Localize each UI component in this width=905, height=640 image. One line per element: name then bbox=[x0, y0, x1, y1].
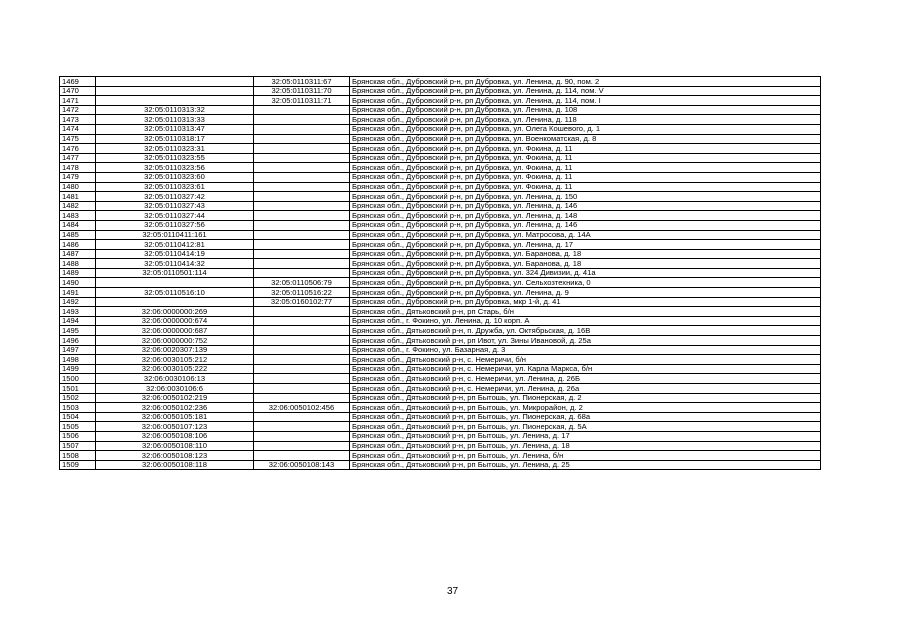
row-number-cell: 1488 bbox=[60, 259, 96, 269]
address-cell: Брянская обл., Дятьковский р-н, с. Немеричи, ул. Карла Маркса, б/н bbox=[350, 364, 821, 374]
table-row bbox=[60, 86, 821, 96]
row-number-cell: 1495 bbox=[60, 326, 96, 336]
table-row bbox=[60, 316, 821, 326]
building-cadastral-number-cell bbox=[254, 163, 350, 173]
building-cadastral-number-cell bbox=[254, 451, 350, 461]
row-number-cell: 1499 bbox=[60, 364, 96, 374]
building-cadastral-number-cell bbox=[254, 124, 350, 134]
table-row bbox=[60, 451, 821, 461]
cadastral-number-cell: 32:06:0000000:687 bbox=[96, 326, 254, 336]
row-number-cell: 1487 bbox=[60, 249, 96, 259]
row-number-cell: 1498 bbox=[60, 355, 96, 365]
cadastral-number-cell: 32:05:0110327:56 bbox=[96, 220, 254, 230]
table-row bbox=[60, 115, 821, 125]
address-cell: Брянская обл., Дятьковский р-н, с. Немеричи, ул. Ленина, д. 26а bbox=[350, 384, 821, 394]
row-number-cell: 1491 bbox=[60, 288, 96, 298]
table-row bbox=[60, 259, 821, 269]
table-row bbox=[60, 307, 821, 317]
address-cell: Брянская обл., Дятьковский р-н, рп Бытошь, ул. Ленина, д. 18 bbox=[350, 441, 821, 451]
cadastral-number-cell: 32:05:0110323:55 bbox=[96, 153, 254, 163]
row-number-cell: 1473 bbox=[60, 115, 96, 125]
table-row bbox=[60, 172, 821, 182]
building-cadastral-number-cell: 32:05:0110516:22 bbox=[254, 288, 350, 298]
address-cell: Брянская обл., Дятьковский р-н, рп Бытошь, ул. Ленина, б/н bbox=[350, 451, 821, 461]
address-cell: Брянская обл., Дятьковский р-н, рп Бытошь, ул. Ленина, д. 25 bbox=[350, 460, 821, 470]
building-cadastral-number-cell bbox=[254, 240, 350, 250]
building-cadastral-number-cell bbox=[254, 134, 350, 144]
building-cadastral-number-cell: 32:05:0110311:71 bbox=[254, 96, 350, 106]
address-cell: Брянская обл., Дятьковский р-н, с. Немеричи, ул. Ленина, д. 26Б bbox=[350, 374, 821, 384]
building-cadastral-number-cell bbox=[254, 268, 350, 278]
building-cadastral-number-cell bbox=[254, 422, 350, 432]
row-number-cell: 1474 bbox=[60, 124, 96, 134]
address-cell: Брянская обл., Дятьковский р-н, рп Ивот, ул. Зины Ивановой, д. 25а bbox=[350, 336, 821, 346]
row-number-cell: 1490 bbox=[60, 278, 96, 288]
building-cadastral-number-cell bbox=[254, 192, 350, 202]
address-cell: Брянская обл., Дубровский р-н, рп Дубровка, ул. Фокина, д. 11 bbox=[350, 163, 821, 173]
cadastral-number-cell: 32:05:0110327:43 bbox=[96, 201, 254, 211]
building-cadastral-number-cell bbox=[254, 374, 350, 384]
cadastral-number-cell: 32:06:0030106:13 bbox=[96, 374, 254, 384]
building-cadastral-number-cell bbox=[254, 307, 350, 317]
table-row bbox=[60, 249, 821, 259]
cadastral-number-cell: 32:06:0000000:752 bbox=[96, 336, 254, 346]
table-row bbox=[60, 163, 821, 173]
address-cell: Брянская обл., Дубровский р-н, рп Дубровка, ул. Матросова, д. 14А bbox=[350, 230, 821, 240]
table-row bbox=[60, 326, 821, 336]
table-row bbox=[60, 384, 821, 394]
address-cell: Брянская обл., Дубровский р-н, рп Дубровка, ул. Ленина, д. 150 bbox=[350, 192, 821, 202]
row-number-cell: 1470 bbox=[60, 86, 96, 96]
row-number-cell: 1486 bbox=[60, 240, 96, 250]
cadastral-number-cell: 32:05:0110323:60 bbox=[96, 172, 254, 182]
address-cell: Брянская обл., Дубровский р-н, рп Дубровка, ул. Ленина, д. 114, пом. I bbox=[350, 96, 821, 106]
building-cadastral-number-cell bbox=[254, 336, 350, 346]
table-row bbox=[60, 278, 821, 288]
cadastral-number-cell bbox=[96, 96, 254, 106]
building-cadastral-number-cell bbox=[254, 364, 350, 374]
building-cadastral-number-cell bbox=[254, 144, 350, 154]
address-cell: Брянская обл., Дубровский р-н, рп Дубровка, ул. Ленина, д. 146 bbox=[350, 220, 821, 230]
cadastral-number-cell: 32:06:0050108:123 bbox=[96, 451, 254, 461]
table-row bbox=[60, 441, 821, 451]
address-cell: Брянская обл., Дятьковский р-н, рп Бытошь, ул. Пионерская, д. 68а bbox=[350, 412, 821, 422]
table-row bbox=[60, 422, 821, 432]
cadastral-number-cell: 32:05:0110412:81 bbox=[96, 240, 254, 250]
address-cell: Брянская обл., Дубровский р-н, рп Дубровка, ул. Ленина, д. 17 bbox=[350, 240, 821, 250]
building-cadastral-number-cell bbox=[254, 412, 350, 422]
table-row bbox=[60, 211, 821, 221]
table-row bbox=[60, 355, 821, 365]
building-cadastral-number-cell bbox=[254, 326, 350, 336]
row-number-cell: 1501 bbox=[60, 384, 96, 394]
table-row bbox=[60, 134, 821, 144]
address-cell: Брянская обл., Дубровский р-н, рп Дубровка, ул. Ленина, д. 148 bbox=[350, 211, 821, 221]
table-row bbox=[60, 393, 821, 403]
building-cadastral-number-cell bbox=[254, 249, 350, 259]
building-cadastral-number-cell bbox=[254, 355, 350, 365]
property-table bbox=[59, 76, 821, 470]
table-row bbox=[60, 336, 821, 346]
cadastral-number-cell: 32:05:0110327:44 bbox=[96, 211, 254, 221]
address-cell: Брянская обл., Дубровский р-н, рп Дубровка, ул. Олега Кошевого, д. 1 bbox=[350, 124, 821, 134]
cadastral-number-cell bbox=[96, 77, 254, 87]
row-number-cell: 1492 bbox=[60, 297, 96, 307]
cadastral-number-cell: 32:05:0110414:32 bbox=[96, 259, 254, 269]
row-number-cell: 1497 bbox=[60, 345, 96, 355]
row-number-cell: 1496 bbox=[60, 336, 96, 346]
cadastral-number-cell: 32:05:0110411:161 bbox=[96, 230, 254, 240]
row-number-cell: 1483 bbox=[60, 211, 96, 221]
table-row bbox=[60, 288, 821, 298]
cadastral-number-cell: 32:05:0110501:114 bbox=[96, 268, 254, 278]
cadastral-number-cell: 32:06:0050105:181 bbox=[96, 412, 254, 422]
building-cadastral-number-cell bbox=[254, 345, 350, 355]
building-cadastral-number-cell bbox=[254, 384, 350, 394]
table-row bbox=[60, 144, 821, 154]
address-cell: Брянская обл., Дубровский р-н, рп Дубровка, ул. Фокина, д. 11 bbox=[350, 153, 821, 163]
cadastral-number-cell: 32:06:0030105:212 bbox=[96, 355, 254, 365]
cadastral-number-cell: 32:05:0110327:42 bbox=[96, 192, 254, 202]
cadastral-number-cell: 32:06:0020307:139 bbox=[96, 345, 254, 355]
row-number-cell: 1480 bbox=[60, 182, 96, 192]
row-number-cell: 1479 bbox=[60, 172, 96, 182]
cadastral-number-cell: 32:06:0050108:110 bbox=[96, 441, 254, 451]
building-cadastral-number-cell bbox=[254, 115, 350, 125]
building-cadastral-number-cell bbox=[254, 105, 350, 115]
table-row bbox=[60, 230, 821, 240]
address-cell: Брянская обл., Дубровский р-н, рп Дубровка, ул. Военкоматская, д. 8 bbox=[350, 134, 821, 144]
building-cadastral-number-cell bbox=[254, 431, 350, 441]
row-number-cell: 1508 bbox=[60, 451, 96, 461]
row-number-cell: 1476 bbox=[60, 144, 96, 154]
page-number: 37 bbox=[446, 586, 459, 597]
building-cadastral-number-cell bbox=[254, 316, 350, 326]
building-cadastral-number-cell: 32:05:0110506:79 bbox=[254, 278, 350, 288]
cadastral-number-cell: 32:05:0110313:32 bbox=[96, 105, 254, 115]
table-row bbox=[60, 364, 821, 374]
row-number-cell: 1504 bbox=[60, 412, 96, 422]
address-cell: Брянская обл., Дубровский р-н, рп Дубровка, ул. Фокина, д. 11 bbox=[350, 172, 821, 182]
cadastral-number-cell bbox=[96, 297, 254, 307]
table-row bbox=[60, 374, 821, 384]
table-row bbox=[60, 345, 821, 355]
row-number-cell: 1481 bbox=[60, 192, 96, 202]
address-cell: Брянская обл., Дятьковский р-н, рп Бытошь, ул. Микрорайон, д. 2 bbox=[350, 403, 821, 413]
cadastral-number-cell: 32:06:0050102:236 bbox=[96, 403, 254, 413]
row-number-cell: 1469 bbox=[60, 77, 96, 87]
address-cell: Брянская обл., Дубровский р-н, рп Дубровка, ул. Фокина, д. 11 bbox=[350, 144, 821, 154]
address-cell: Брянская обл., Дятьковский р-н, п. Дружба, ул. Октябрьская, д. 16В bbox=[350, 326, 821, 336]
table-row bbox=[60, 96, 821, 106]
address-cell: Брянская обл., Дятьковский р-н, рп Бытошь, ул. Ленина, д. 17 bbox=[350, 431, 821, 441]
cadastral-number-cell: 32:05:0110323:56 bbox=[96, 163, 254, 173]
address-cell: Брянская обл., Дятьковский р-н, рп Бытошь, ул. Пионерская, д. 2 bbox=[350, 393, 821, 403]
address-cell: Брянская обл., Дубровский р-н, рп Дубровка, ул. Сельхозтехника, 0 bbox=[350, 278, 821, 288]
table-row bbox=[60, 460, 821, 470]
table-row bbox=[60, 77, 821, 87]
building-cadastral-number-cell bbox=[254, 230, 350, 240]
table-row bbox=[60, 105, 821, 115]
cadastral-number-cell: 32:05:0110516:10 bbox=[96, 288, 254, 298]
table-row bbox=[60, 403, 821, 413]
cadastral-number-cell: 32:06:0050102:219 bbox=[96, 393, 254, 403]
address-cell: Брянская обл., Дубровский р-н, рп Дубровка, ул. Ленина, д. 146 bbox=[350, 201, 821, 211]
address-cell: Брянская обл., Дубровский р-н, рп Дубровка, ул. Ленина, д. 108 bbox=[350, 105, 821, 115]
cadastral-number-cell: 32:05:0110313:33 bbox=[96, 115, 254, 125]
address-cell: Брянская обл., Дубровский р-н, рп Дубровка, ул. Баранова, д. 18 bbox=[350, 259, 821, 269]
row-number-cell: 1506 bbox=[60, 431, 96, 441]
cadastral-number-cell: 32:06:0000000:674 bbox=[96, 316, 254, 326]
table-row bbox=[60, 124, 821, 134]
cadastral-number-cell: 32:05:0110414:19 bbox=[96, 249, 254, 259]
building-cadastral-number-cell bbox=[254, 172, 350, 182]
cadastral-number-cell: 32:05:0110323:61 bbox=[96, 182, 254, 192]
address-cell: Брянская обл., г. Фокино, ул. Ленина, д. 10 корп. А bbox=[350, 316, 821, 326]
address-cell: Брянская обл., г. Фокино, ул. Базарная, д. 3 bbox=[350, 345, 821, 355]
row-number-cell: 1482 bbox=[60, 201, 96, 211]
address-cell: Брянская обл., Дятьковский р-н, рп Старь, б/н bbox=[350, 307, 821, 317]
row-number-cell: 1509 bbox=[60, 460, 96, 470]
row-number-cell: 1493 bbox=[60, 307, 96, 317]
cadastral-number-cell bbox=[96, 86, 254, 96]
address-cell: Брянская обл., Дубровский р-н, рп Дубровка, ул. 324 Дивизии, д. 41а bbox=[350, 268, 821, 278]
building-cadastral-number-cell bbox=[254, 220, 350, 230]
table-row bbox=[60, 431, 821, 441]
table-row bbox=[60, 412, 821, 422]
property-table-body bbox=[60, 77, 821, 470]
address-cell: Брянская обл., Дубровский р-н, рп Дубровка, ул. Ленина, д. 114, пом. V bbox=[350, 86, 821, 96]
cadastral-number-cell bbox=[96, 278, 254, 288]
cadastral-number-cell: 32:05:0110323:31 bbox=[96, 144, 254, 154]
row-number-cell: 1477 bbox=[60, 153, 96, 163]
table-row bbox=[60, 240, 821, 250]
address-cell: Брянская обл., Дубровский р-н, рп Дубровка, ул. Фокина, д. 11 bbox=[350, 182, 821, 192]
row-number-cell: 1507 bbox=[60, 441, 96, 451]
address-cell: Брянская обл., Дубровский р-н, рп Дубровка, ул. Ленина, д. 9 bbox=[350, 288, 821, 298]
building-cadastral-number-cell bbox=[254, 182, 350, 192]
cadastral-number-cell: 32:06:0050107:123 bbox=[96, 422, 254, 432]
cadastral-number-cell: 32:06:0030105:222 bbox=[96, 364, 254, 374]
address-cell: Брянская обл., Дубровский р-н, рп Дубровка, ул. Баранова, д. 18 bbox=[350, 249, 821, 259]
table-row bbox=[60, 182, 821, 192]
table-row bbox=[60, 201, 821, 211]
table-row bbox=[60, 192, 821, 202]
row-number-cell: 1505 bbox=[60, 422, 96, 432]
row-number-cell: 1472 bbox=[60, 105, 96, 115]
row-number-cell: 1484 bbox=[60, 220, 96, 230]
address-cell: Брянская обл., Дубровский р-н, рп Дубровка, ул. Ленина, д. 118 bbox=[350, 115, 821, 125]
cadastral-number-cell: 32:06:0030106:6 bbox=[96, 384, 254, 394]
address-cell: Брянская обл., Дятьковский р-н, с. Немеричи, б/н bbox=[350, 355, 821, 365]
building-cadastral-number-cell: 32:06:0050102:456 bbox=[254, 403, 350, 413]
table-row bbox=[60, 268, 821, 278]
row-number-cell: 1485 bbox=[60, 230, 96, 240]
building-cadastral-number-cell bbox=[254, 153, 350, 163]
row-number-cell: 1494 bbox=[60, 316, 96, 326]
building-cadastral-number-cell: 32:05:0110311:70 bbox=[254, 86, 350, 96]
row-number-cell: 1478 bbox=[60, 163, 96, 173]
building-cadastral-number-cell bbox=[254, 393, 350, 403]
row-number-cell: 1475 bbox=[60, 134, 96, 144]
row-number-cell: 1502 bbox=[60, 393, 96, 403]
cadastral-number-cell: 32:05:0110313:47 bbox=[96, 124, 254, 134]
cadastral-number-cell: 32:06:0050108:106 bbox=[96, 431, 254, 441]
address-cell: Брянская обл., Дубровский р-н, рп Дубровка, мкр 1-й, д. 41 bbox=[350, 297, 821, 307]
cadastral-number-cell: 32:06:0000000:269 bbox=[96, 307, 254, 317]
building-cadastral-number-cell bbox=[254, 211, 350, 221]
cadastral-number-cell: 32:05:0110318:17 bbox=[96, 134, 254, 144]
table-row bbox=[60, 220, 821, 230]
building-cadastral-number-cell: 32:05:0110311:67 bbox=[254, 77, 350, 87]
building-cadastral-number-cell bbox=[254, 259, 350, 269]
table-row bbox=[60, 297, 821, 307]
building-cadastral-number-cell bbox=[254, 201, 350, 211]
row-number-cell: 1500 bbox=[60, 374, 96, 384]
cadastral-number-cell: 32:06:0050108:118 bbox=[96, 460, 254, 470]
address-cell: Брянская обл., Дятьковский р-н, рп Бытошь, ул. Пионерская, д. 5А bbox=[350, 422, 821, 432]
row-number-cell: 1471 bbox=[60, 96, 96, 106]
address-cell: Брянская обл., Дубровский р-н, рп Дубровка, ул. Ленина, д. 90, пом. 2 bbox=[350, 77, 821, 87]
row-number-cell: 1503 bbox=[60, 403, 96, 413]
building-cadastral-number-cell: 32:06:0050108:143 bbox=[254, 460, 350, 470]
row-number-cell: 1489 bbox=[60, 268, 96, 278]
building-cadastral-number-cell: 32:05:0160102:77 bbox=[254, 297, 350, 307]
table-row bbox=[60, 153, 821, 163]
building-cadastral-number-cell bbox=[254, 441, 350, 451]
